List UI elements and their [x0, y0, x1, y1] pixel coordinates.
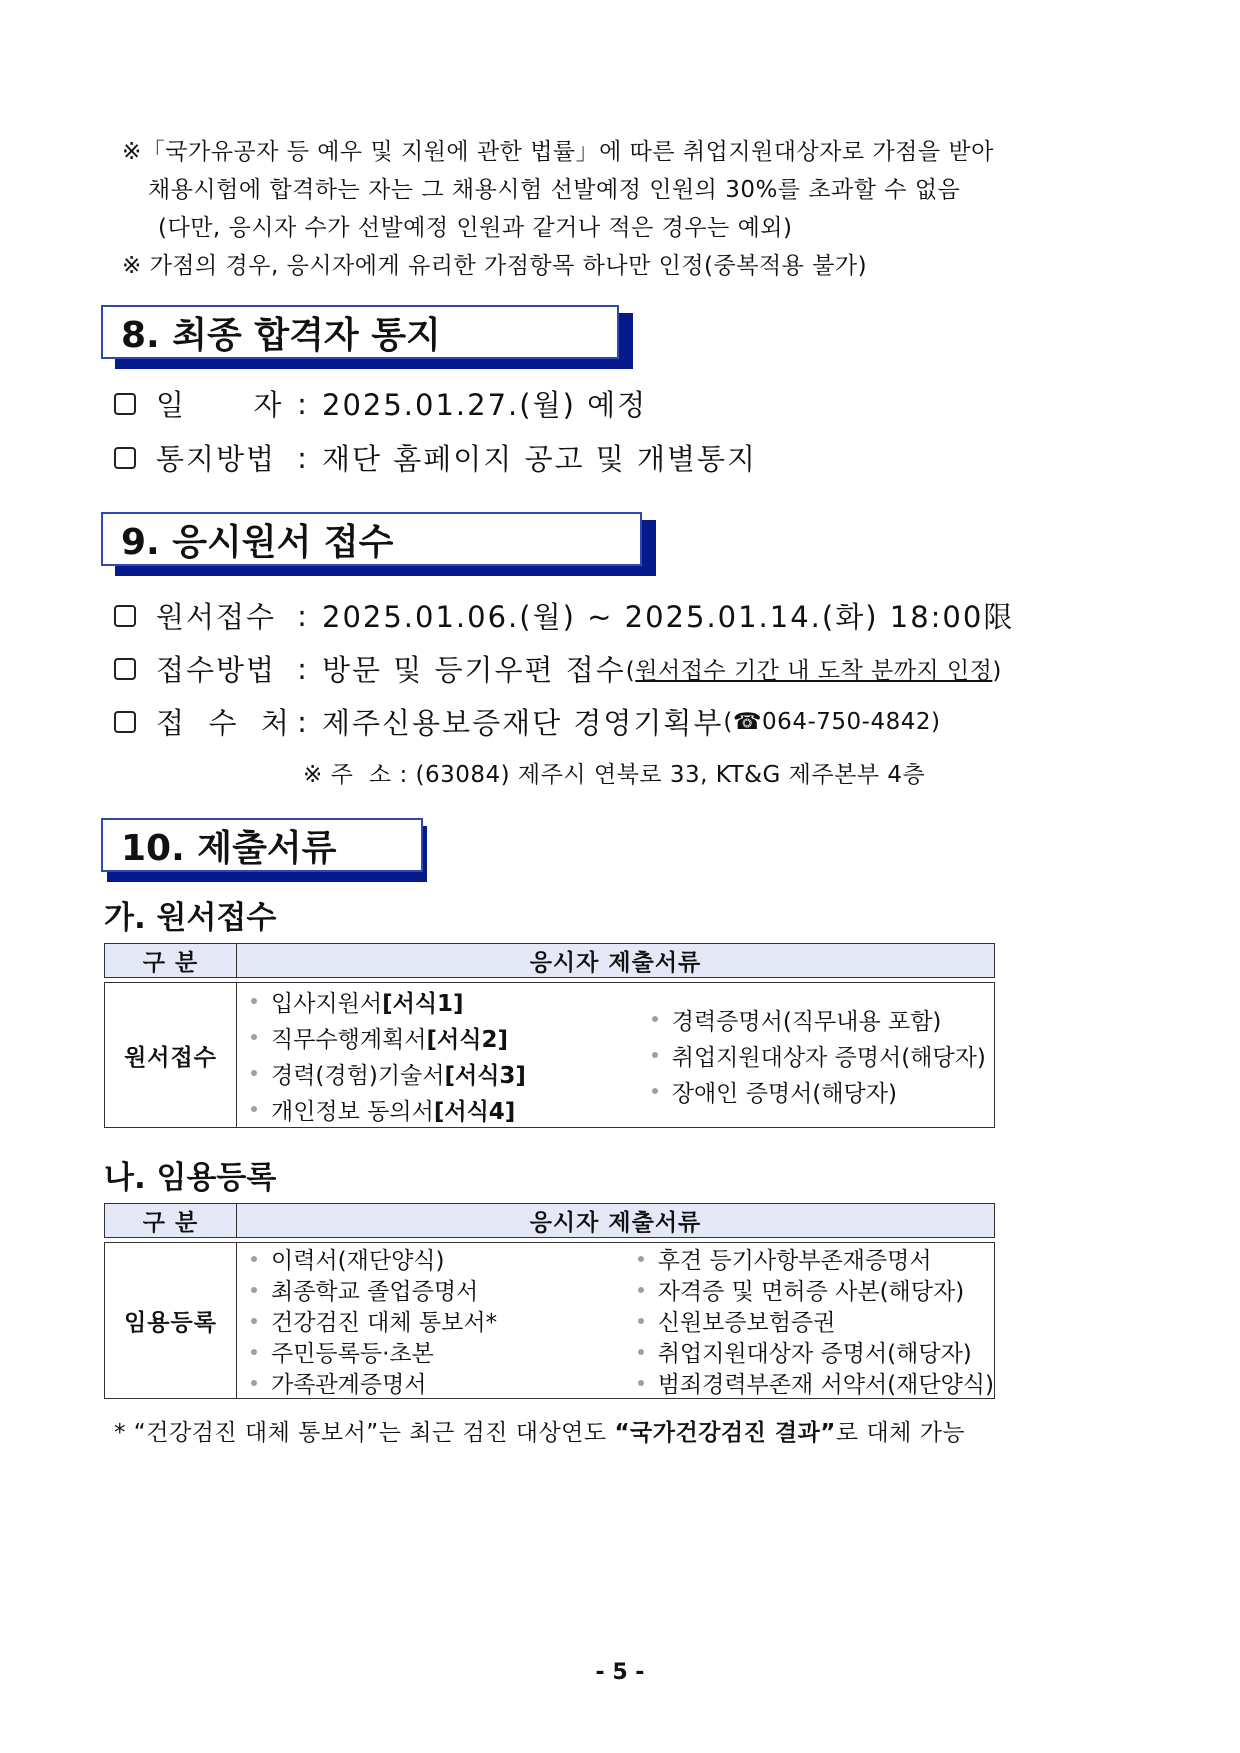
section-9-item-method: 접수방법 : 방문 및 등기우편 접수 (원서접수 기간 내 도착 분까지 인정) — [114, 648, 1002, 689]
section-9-address: ※ 주 소 : (63084) 제주시 연북로 33, KT&G 제주본부 4층 — [303, 762, 926, 788]
bullet-icon — [652, 1088, 658, 1094]
list-item: 장애인 증명서(해당자) — [652, 1073, 994, 1109]
item-value: 제주신용보증재단 경영기획부 — [322, 706, 724, 740]
item-value: 재단 홈페이지 공고 및 개별통지 — [322, 442, 758, 476]
checkbox-icon — [114, 447, 136, 469]
list-item: 경력증명서(직무내용 포함) — [652, 1001, 994, 1037]
bullet-icon — [638, 1256, 644, 1262]
section-10-title: 10. 제출서류 — [101, 818, 423, 872]
list-item: 개인정보 동의서 [서식4] — [251, 1091, 638, 1127]
checkbox-icon — [114, 605, 136, 627]
section-9-item-period: 원서접수 : 2025.01.06.(월) ~ 2025.01.14.(화) 18:00限 — [114, 595, 1014, 636]
list-item: 경력(경험)기술서 [서식3] — [251, 1055, 638, 1091]
bullet-icon — [638, 1318, 644, 1324]
table-header-docs: 응시자 제출서류 — [237, 944, 995, 978]
note-line-1: ※「국가유공자 등 예우 및 지원에 관한 법률」에 따른 취업지원대상자로 가점을 받아 — [122, 139, 994, 165]
footnote: * “건강검진 대체 통보서”는 최근 검진 대상연도 “국가건강검진 결과”로 대체 가능 — [114, 1420, 966, 1446]
note-line-4: ※ 가점의 경우, 응시자에게 유리한 가점항목 하나만 인정(중복적용 불가) — [122, 253, 868, 279]
list-item: 후견 등기사항부존재증명서 — [638, 1243, 994, 1274]
list-item: 이력서(재단양식) — [251, 1243, 624, 1274]
item-value: 2025.01.06.(월) ~ 2025.01.14.(화) 18:00限 — [322, 600, 1015, 634]
bullet-icon — [251, 1287, 257, 1293]
bullet-icon — [638, 1349, 644, 1355]
subsection-a-title: 가. 원서접수 — [104, 900, 277, 936]
item-label: 일 자 — [156, 388, 284, 422]
list-item: 건강검진 대체 통보서* — [251, 1305, 624, 1336]
bullet-icon — [251, 1349, 257, 1355]
checkbox-icon — [114, 393, 136, 415]
list-item: 자격증 및 면허증 사본(해당자) — [638, 1274, 994, 1305]
table-header-category: 구 분 — [105, 1204, 237, 1238]
list-item: 주민등록등·초본 — [251, 1336, 624, 1367]
item-note: 원서접수 기간 내 도착 분까지 인정 — [635, 658, 993, 684]
section-9-title: 9. 응시원서 접수 — [101, 512, 642, 566]
bullet-icon — [652, 1016, 658, 1022]
bullet-icon — [251, 1070, 257, 1076]
list-item: 직무수행계획서 [서식2] — [251, 1019, 638, 1055]
item-value: 2025.01.27.(월) 예정 — [322, 388, 648, 422]
item-value: 방문 및 등기우편 접수 — [322, 653, 626, 687]
list-item: 취업지원대상자 증명서(해당자) — [638, 1336, 994, 1367]
checkbox-icon — [114, 711, 136, 733]
bullet-icon — [251, 1256, 257, 1262]
table-header-category: 구 분 — [105, 944, 237, 978]
row-label: 임용등록 — [105, 1243, 237, 1399]
table-application-docs — [104, 943, 995, 1128]
section-9-item-place: 접 수 처 : 제주신용보증재단 경영기획부 (☎064-750-4842) — [114, 701, 940, 742]
table-appointment-docs — [104, 1203, 995, 1399]
phone-icon: ☎ — [732, 708, 763, 735]
section-8-item-method: 통지방법 : 재단 홈페이지 공고 및 개별통지 — [114, 437, 757, 478]
row-label: 원서접수 — [105, 983, 237, 1128]
bullet-icon — [638, 1287, 644, 1293]
bullet-icon — [251, 1034, 257, 1040]
item-label: 원서접수 — [156, 600, 277, 634]
list-item: 범죄경력부존재 서약서(재단양식) — [638, 1367, 994, 1398]
list-item: 신원보증보험증권 — [638, 1305, 994, 1336]
item-phone: 064-750-4842 — [762, 708, 931, 735]
bullet-icon — [652, 1052, 658, 1058]
bullet-icon — [251, 1106, 257, 1112]
list-item: 취업지원대상자 증명서(해당자) — [652, 1037, 994, 1073]
bullet-icon — [251, 1318, 257, 1324]
bullet-icon — [638, 1380, 644, 1386]
page-number: - 5 - — [595, 1660, 645, 1685]
note-line-3: (다만, 응시자 수가 선발예정 인원과 같거나 적은 경우는 예외) — [158, 215, 793, 241]
subsection-b-title: 나. 임용등록 — [104, 1160, 277, 1196]
item-label: 접수방법 — [156, 653, 277, 687]
section-8-title: 8. 최종 합격자 통지 — [101, 305, 619, 359]
bullet-icon — [251, 1380, 257, 1386]
checkbox-icon — [114, 658, 136, 680]
list-item: 입사지원서 [서식1] — [251, 983, 638, 1019]
section-8-item-date: 일 자 : 2025.01.27.(월) 예정 — [114, 383, 647, 424]
list-item: 가족관계증명서 — [251, 1367, 624, 1398]
item-label: 접 수 처 — [156, 706, 291, 740]
note-line-2: 채용시험에 합격하는 자는 그 채용시험 선발예정 인원의 30%를 초과할 수 없음 — [148, 177, 961, 203]
list-item: 최종학교 졸업증명서 — [251, 1274, 624, 1305]
bullet-icon — [251, 998, 257, 1004]
table-header-docs: 응시자 제출서류 — [237, 1204, 995, 1238]
item-label: 통지방법 — [156, 442, 277, 476]
